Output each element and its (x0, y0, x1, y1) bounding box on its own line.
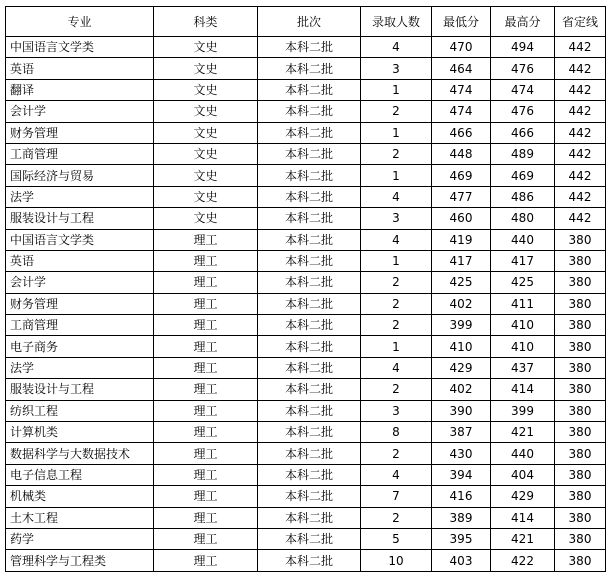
cell-provincial-line: 380 (555, 486, 606, 507)
cell-category: 理工 (154, 293, 258, 314)
cell-provincial-line: 442 (555, 165, 606, 186)
cell-admitted-count: 4 (361, 464, 432, 485)
cell-provincial-line: 380 (555, 507, 606, 528)
cell-major: 工商管理 (6, 143, 154, 164)
cell-batch: 本科二批 (258, 250, 361, 271)
cell-min-score: 410 (432, 336, 491, 357)
cell-max-score: 476 (491, 58, 555, 79)
cell-max-score: 414 (491, 379, 555, 400)
cell-provincial-line: 380 (555, 550, 606, 571)
cell-major: 财务管理 (6, 293, 154, 314)
cell-max-score: 411 (491, 293, 555, 314)
cell-min-score: 425 (432, 272, 491, 293)
table-row (6, 37, 606, 58)
cell-max-score: 474 (491, 79, 555, 100)
cell-category: 文史 (154, 165, 258, 186)
cell-batch: 本科二批 (258, 58, 361, 79)
cell-provincial-line: 380 (555, 315, 606, 336)
cell-category: 文史 (154, 122, 258, 143)
cell-category: 文史 (154, 79, 258, 100)
table-row (6, 229, 606, 250)
header-min-score: 最低分 (432, 7, 491, 37)
cell-batch: 本科二批 (258, 357, 361, 378)
cell-max-score: 410 (491, 315, 555, 336)
table-row (6, 143, 606, 164)
cell-category: 理工 (154, 400, 258, 421)
cell-batch: 本科二批 (258, 379, 361, 400)
cell-provincial-line: 380 (555, 250, 606, 271)
cell-batch: 本科二批 (258, 422, 361, 443)
cell-min-score: 470 (432, 37, 491, 58)
table-row (6, 400, 606, 421)
table-row (6, 486, 606, 507)
table-row (6, 208, 606, 229)
admission-scores-table-container (5, 6, 606, 572)
cell-admitted-count: 5 (361, 528, 432, 549)
cell-provincial-line: 442 (555, 186, 606, 207)
cell-provincial-line: 442 (555, 143, 606, 164)
cell-category: 理工 (154, 550, 258, 571)
table-row (6, 507, 606, 528)
cell-max-score: 410 (491, 336, 555, 357)
cell-max-score: 421 (491, 422, 555, 443)
cell-admitted-count: 4 (361, 357, 432, 378)
cell-batch: 本科二批 (258, 79, 361, 100)
cell-admitted-count: 2 (361, 143, 432, 164)
table-row (6, 443, 606, 464)
cell-admitted-count: 1 (361, 122, 432, 143)
table-header-row (6, 7, 606, 37)
cell-category: 文史 (154, 186, 258, 207)
header-provincial-line: 省定线 (555, 7, 606, 37)
cell-batch: 本科二批 (258, 272, 361, 293)
cell-max-score: 480 (491, 208, 555, 229)
cell-major: 土木工程 (6, 507, 154, 528)
table-row (6, 186, 606, 207)
cell-provincial-line: 380 (555, 443, 606, 464)
admission-scores-table (5, 6, 606, 572)
cell-max-score: 425 (491, 272, 555, 293)
cell-max-score: 399 (491, 400, 555, 421)
cell-admitted-count: 2 (361, 293, 432, 314)
cell-major: 计算机类 (6, 422, 154, 443)
cell-major: 英语 (6, 58, 154, 79)
cell-provincial-line: 380 (555, 336, 606, 357)
header-category: 科类 (154, 7, 258, 37)
cell-batch: 本科二批 (258, 186, 361, 207)
cell-admitted-count: 7 (361, 486, 432, 507)
cell-min-score: 429 (432, 357, 491, 378)
table-row (6, 357, 606, 378)
cell-major: 工商管理 (6, 315, 154, 336)
table-row (6, 315, 606, 336)
cell-provincial-line: 442 (555, 208, 606, 229)
cell-admitted-count: 10 (361, 550, 432, 571)
header-admitted-count: 录取人数 (361, 7, 432, 37)
cell-major: 法学 (6, 186, 154, 207)
cell-admitted-count: 2 (361, 443, 432, 464)
cell-admitted-count: 3 (361, 400, 432, 421)
cell-max-score: 440 (491, 443, 555, 464)
table-row (6, 550, 606, 571)
cell-min-score: 474 (432, 79, 491, 100)
cell-provincial-line: 380 (555, 272, 606, 293)
cell-admitted-count: 3 (361, 58, 432, 79)
cell-major: 翻译 (6, 79, 154, 100)
table-row (6, 79, 606, 100)
cell-max-score: 440 (491, 229, 555, 250)
table-row (6, 422, 606, 443)
header-batch: 批次 (258, 7, 361, 37)
cell-min-score: 394 (432, 464, 491, 485)
cell-category: 理工 (154, 272, 258, 293)
cell-major: 管理科学与工程类 (6, 550, 154, 571)
cell-batch: 本科二批 (258, 143, 361, 164)
cell-min-score: 474 (432, 101, 491, 122)
cell-category: 理工 (154, 379, 258, 400)
cell-max-score: 469 (491, 165, 555, 186)
table-row (6, 101, 606, 122)
cell-admitted-count: 2 (361, 507, 432, 528)
cell-max-score: 486 (491, 186, 555, 207)
table-row (6, 250, 606, 271)
cell-provincial-line: 380 (555, 400, 606, 421)
cell-batch: 本科二批 (258, 122, 361, 143)
cell-category: 理工 (154, 464, 258, 485)
cell-category: 理工 (154, 443, 258, 464)
table-row (6, 464, 606, 485)
cell-admitted-count: 2 (361, 315, 432, 336)
cell-min-score: 416 (432, 486, 491, 507)
cell-provincial-line: 380 (555, 528, 606, 549)
cell-provincial-line: 442 (555, 58, 606, 79)
cell-min-score: 395 (432, 528, 491, 549)
cell-category: 理工 (154, 357, 258, 378)
cell-max-score: 417 (491, 250, 555, 271)
cell-major: 电子商务 (6, 336, 154, 357)
cell-major: 会计学 (6, 101, 154, 122)
cell-major: 财务管理 (6, 122, 154, 143)
cell-min-score: 389 (432, 507, 491, 528)
cell-batch: 本科二批 (258, 507, 361, 528)
cell-category: 理工 (154, 528, 258, 549)
cell-batch: 本科二批 (258, 443, 361, 464)
cell-batch: 本科二批 (258, 550, 361, 571)
cell-admitted-count: 1 (361, 250, 432, 271)
table-row (6, 272, 606, 293)
table-row (6, 122, 606, 143)
cell-provincial-line: 380 (555, 357, 606, 378)
cell-max-score: 421 (491, 528, 555, 549)
cell-category: 理工 (154, 229, 258, 250)
cell-max-score: 422 (491, 550, 555, 571)
cell-provincial-line: 442 (555, 101, 606, 122)
cell-max-score: 437 (491, 357, 555, 378)
cell-min-score: 469 (432, 165, 491, 186)
cell-batch: 本科二批 (258, 336, 361, 357)
cell-provincial-line: 380 (555, 229, 606, 250)
cell-max-score: 429 (491, 486, 555, 507)
cell-major: 机械类 (6, 486, 154, 507)
cell-provincial-line: 380 (555, 379, 606, 400)
cell-provincial-line: 380 (555, 464, 606, 485)
header-major: 专业 (6, 7, 154, 37)
cell-batch: 本科二批 (258, 464, 361, 485)
cell-provincial-line: 442 (555, 37, 606, 58)
cell-major: 药学 (6, 528, 154, 549)
cell-admitted-count: 8 (361, 422, 432, 443)
cell-max-score: 489 (491, 143, 555, 164)
cell-batch: 本科二批 (258, 229, 361, 250)
cell-batch: 本科二批 (258, 101, 361, 122)
cell-admitted-count: 1 (361, 79, 432, 100)
table-row (6, 336, 606, 357)
cell-batch: 本科二批 (258, 37, 361, 58)
cell-min-score: 402 (432, 379, 491, 400)
table-row (6, 58, 606, 79)
cell-min-score: 403 (432, 550, 491, 571)
header-max-score: 最高分 (491, 7, 555, 37)
cell-provincial-line: 442 (555, 79, 606, 100)
cell-batch: 本科二批 (258, 165, 361, 186)
table-row (6, 165, 606, 186)
cell-category: 理工 (154, 486, 258, 507)
cell-min-score: 402 (432, 293, 491, 314)
cell-provincial-line: 380 (555, 293, 606, 314)
cell-provincial-line: 380 (555, 422, 606, 443)
cell-admitted-count: 4 (361, 229, 432, 250)
cell-min-score: 390 (432, 400, 491, 421)
cell-major: 英语 (6, 250, 154, 271)
cell-category: 文史 (154, 101, 258, 122)
cell-min-score: 417 (432, 250, 491, 271)
cell-category: 理工 (154, 507, 258, 528)
cell-major: 数据科学与大数据技术 (6, 443, 154, 464)
cell-category: 理工 (154, 422, 258, 443)
cell-admitted-count: 2 (361, 379, 432, 400)
cell-max-score: 476 (491, 101, 555, 122)
cell-batch: 本科二批 (258, 315, 361, 336)
table-row (6, 528, 606, 549)
cell-batch: 本科二批 (258, 400, 361, 421)
cell-admitted-count: 2 (361, 272, 432, 293)
cell-category: 文史 (154, 58, 258, 79)
cell-max-score: 404 (491, 464, 555, 485)
cell-batch: 本科二批 (258, 528, 361, 549)
cell-max-score: 414 (491, 507, 555, 528)
cell-min-score: 464 (432, 58, 491, 79)
cell-category: 理工 (154, 336, 258, 357)
cell-category: 文史 (154, 143, 258, 164)
cell-major: 电子信息工程 (6, 464, 154, 485)
cell-major: 会计学 (6, 272, 154, 293)
cell-major: 国际经济与贸易 (6, 165, 154, 186)
cell-batch: 本科二批 (258, 293, 361, 314)
cell-min-score: 430 (432, 443, 491, 464)
cell-min-score: 387 (432, 422, 491, 443)
cell-min-score: 448 (432, 143, 491, 164)
cell-admitted-count: 3 (361, 208, 432, 229)
table-body (6, 37, 606, 572)
cell-admitted-count: 4 (361, 37, 432, 58)
cell-min-score: 466 (432, 122, 491, 143)
cell-category: 理工 (154, 315, 258, 336)
cell-admitted-count: 1 (361, 336, 432, 357)
cell-admitted-count: 1 (361, 165, 432, 186)
cell-major: 中国语言文学类 (6, 37, 154, 58)
cell-min-score: 477 (432, 186, 491, 207)
cell-category: 文史 (154, 208, 258, 229)
table-row (6, 293, 606, 314)
cell-major: 服装设计与工程 (6, 208, 154, 229)
cell-major: 中国语言文学类 (6, 229, 154, 250)
cell-admitted-count: 2 (361, 101, 432, 122)
cell-max-score: 466 (491, 122, 555, 143)
cell-min-score: 419 (432, 229, 491, 250)
cell-admitted-count: 4 (361, 186, 432, 207)
table-row (6, 379, 606, 400)
cell-min-score: 399 (432, 315, 491, 336)
cell-category: 理工 (154, 250, 258, 271)
cell-major: 服装设计与工程 (6, 379, 154, 400)
cell-min-score: 460 (432, 208, 491, 229)
cell-max-score: 494 (491, 37, 555, 58)
cell-major: 法学 (6, 357, 154, 378)
cell-provincial-line: 442 (555, 122, 606, 143)
cell-major: 纺织工程 (6, 400, 154, 421)
cell-batch: 本科二批 (258, 208, 361, 229)
cell-category: 文史 (154, 37, 258, 58)
cell-batch: 本科二批 (258, 486, 361, 507)
